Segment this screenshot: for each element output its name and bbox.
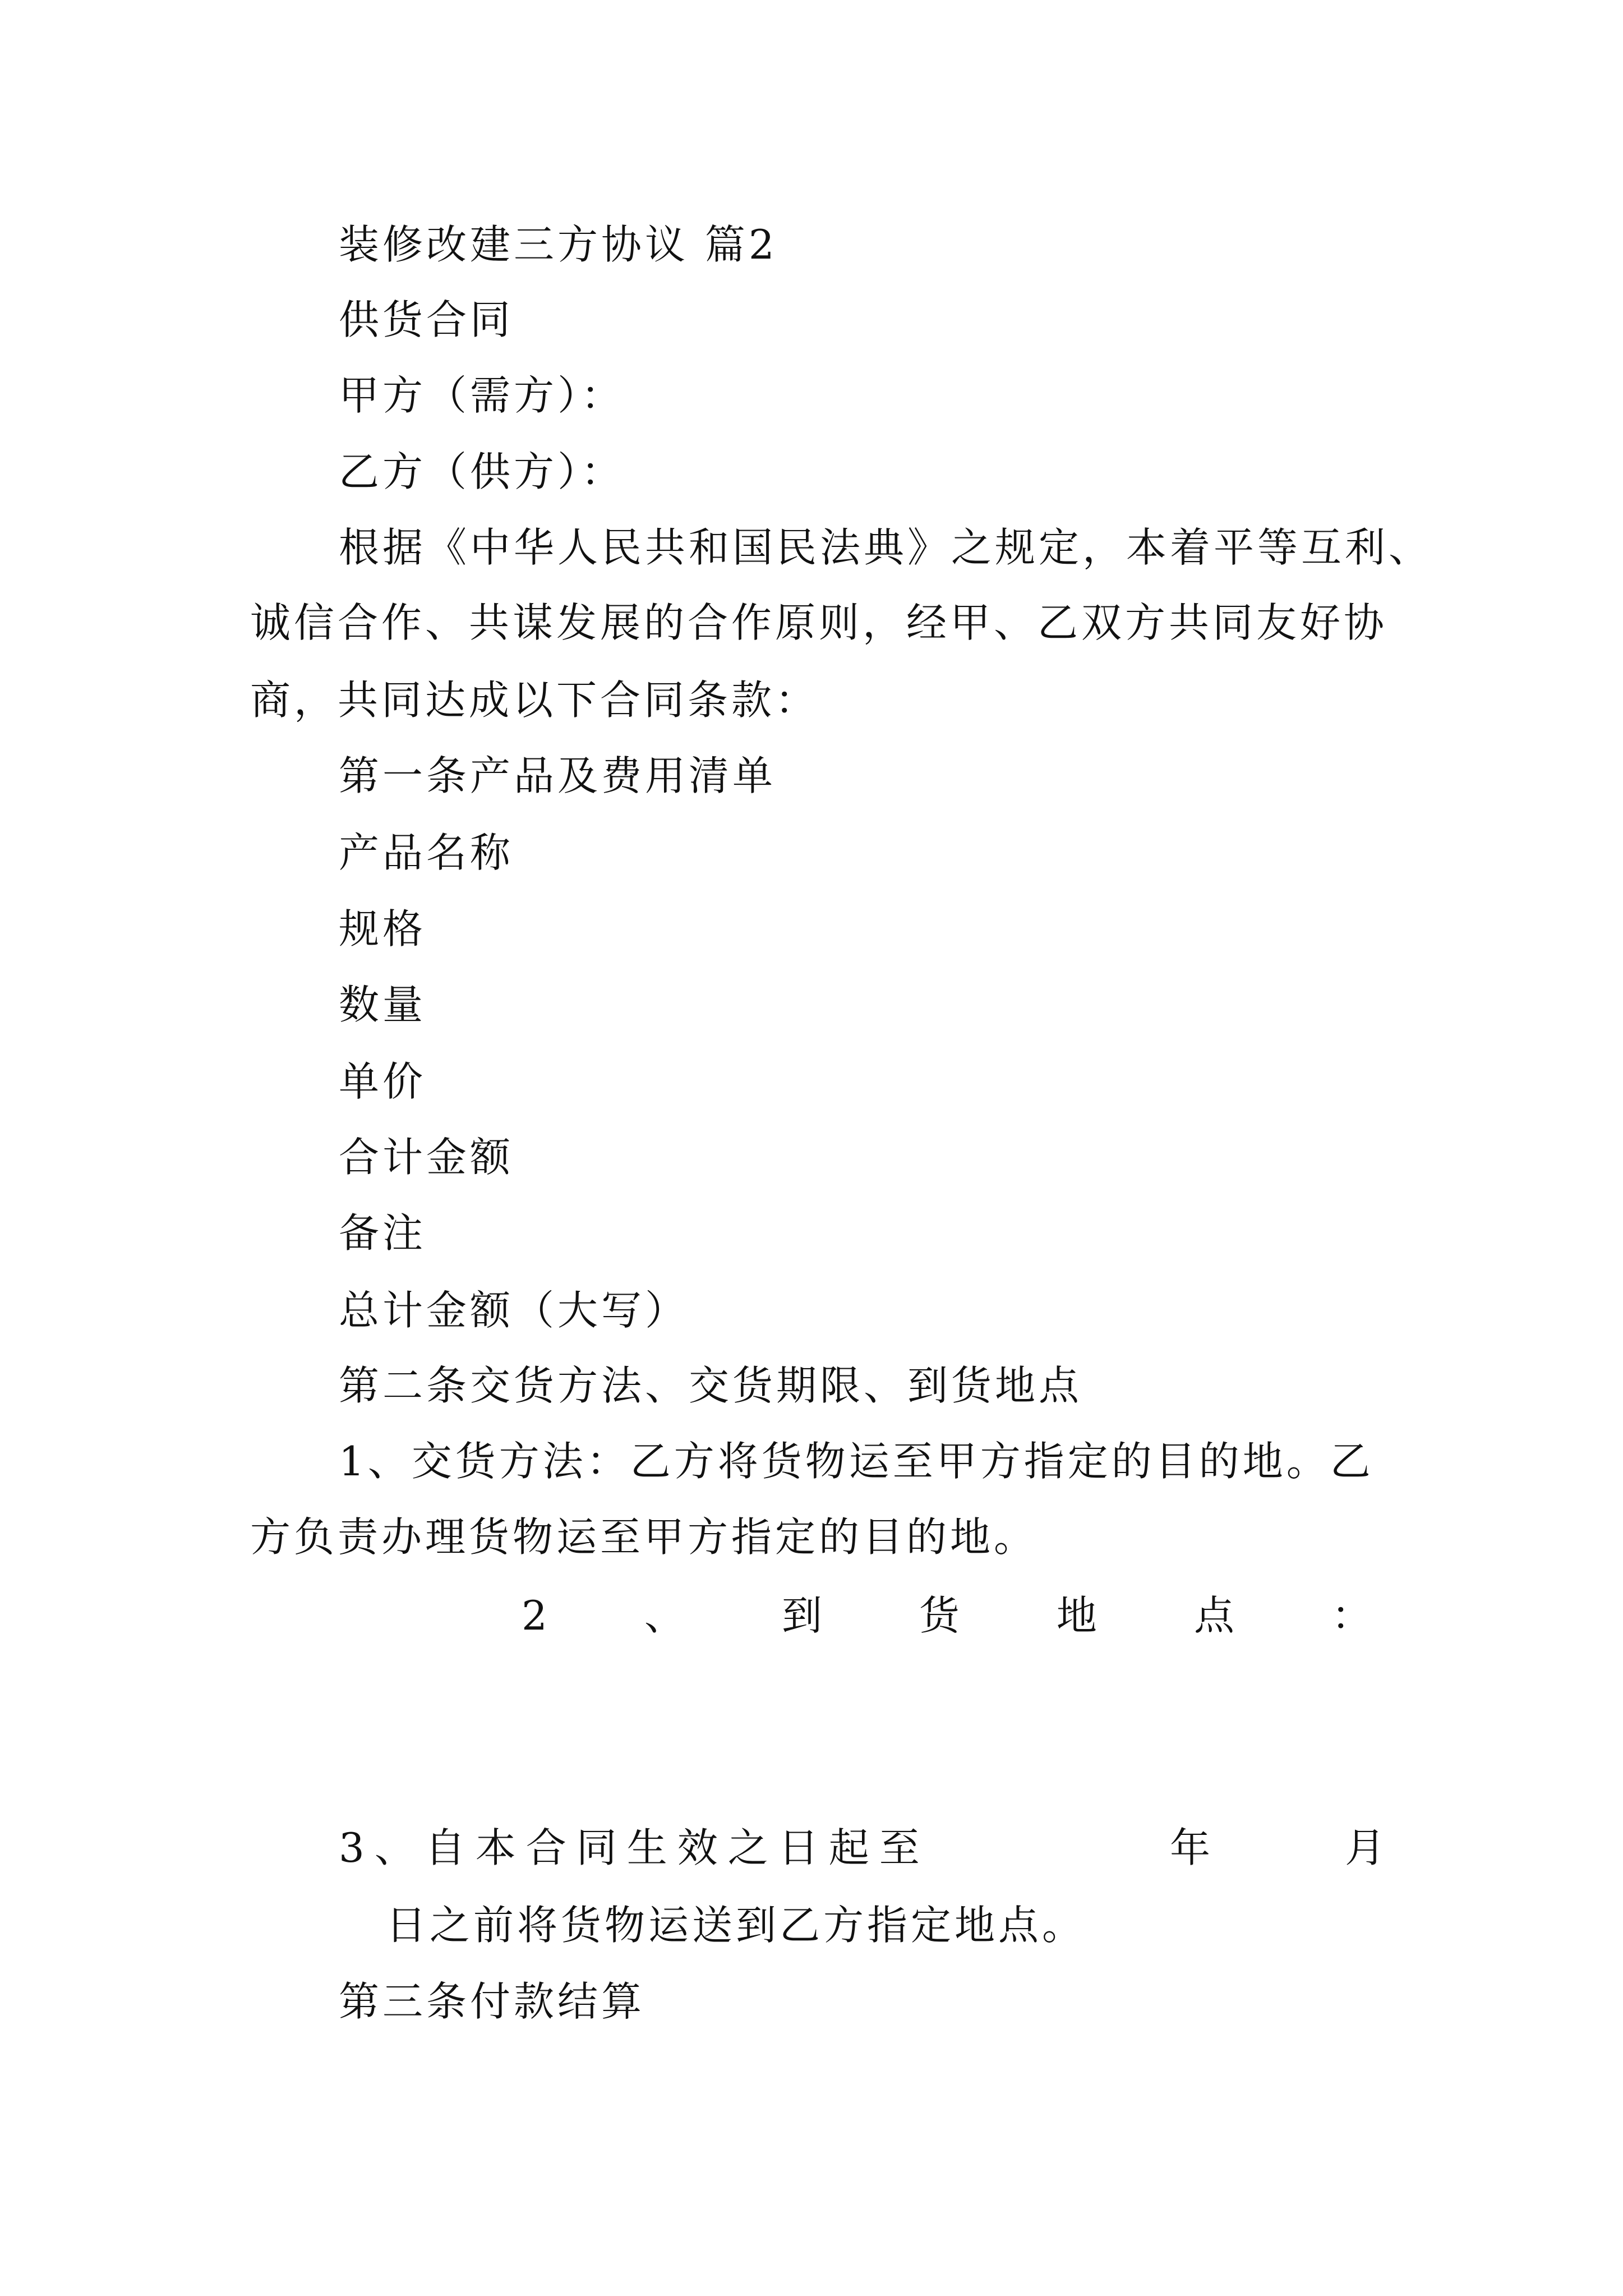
clause-2-part: 、 [644, 1592, 685, 1639]
party-b-label: 乙方（供方）： [339, 448, 625, 495]
intro-paragraph-line-2: 诚信合作、共谋发展的合作原则，经甲、乙双方共同友好协 [250, 599, 1388, 646]
item-product-name: 产品名称 [339, 829, 514, 876]
article-2-title: 第二条交货方法、交货期限、到货地点 [339, 1362, 1083, 1409]
item-remarks: 备注 [339, 1209, 427, 1257]
clause-2-part: 地 [1056, 1592, 1097, 1639]
clause-3-month: 月 [1345, 1824, 1389, 1871]
clause-2-part: ： [1331, 1592, 1372, 1639]
clause-2-line [522, 1589, 1372, 1642]
article-3-title: 第三条付款结算 [339, 1978, 645, 2025]
clause-2-part: 点 [1193, 1592, 1234, 1639]
clause-3-year: 年 [1170, 1824, 1214, 1871]
intro-paragraph-line-3: 商，共同达成以下合同条款： [250, 677, 819, 724]
item-spec: 规格 [339, 905, 427, 953]
item-grand-total: 总计金额（大写） [339, 1287, 689, 1334]
clause-1-line-2: 方负责办理货物运至甲方指定的目的地。 [250, 1513, 1038, 1561]
clause-3-prefix: 3、自本合同生效之日起至 [339, 1824, 930, 1871]
intro-paragraph-line-1: 根据《中华人民共和国民法典》之规定，本着平等互利、 [339, 524, 1433, 571]
contract-title: 供货合同 [339, 296, 514, 343]
item-total-amount: 合计金额 [339, 1134, 514, 1181]
party-a-label: 甲方（需方）： [339, 372, 625, 419]
clause-1-line-1: 1、交货方法：乙方将货物运至甲方指定的目的地。乙 [339, 1438, 1374, 1485]
clause-2-part: 2 [522, 1592, 547, 1639]
clause-2-part: 货 [919, 1592, 960, 1639]
item-unit-price: 单价 [339, 1058, 427, 1105]
article-1-title: 第一条产品及费用清单 [339, 752, 777, 799]
document-heading: 装修改建三方协议 篇2 [339, 221, 778, 268]
clause-3-line-2: 日之前将货物运送到乙方指定地点。 [386, 1902, 1086, 1949]
item-quantity: 数量 [339, 981, 427, 1028]
clause-2-part: 到 [781, 1592, 822, 1639]
